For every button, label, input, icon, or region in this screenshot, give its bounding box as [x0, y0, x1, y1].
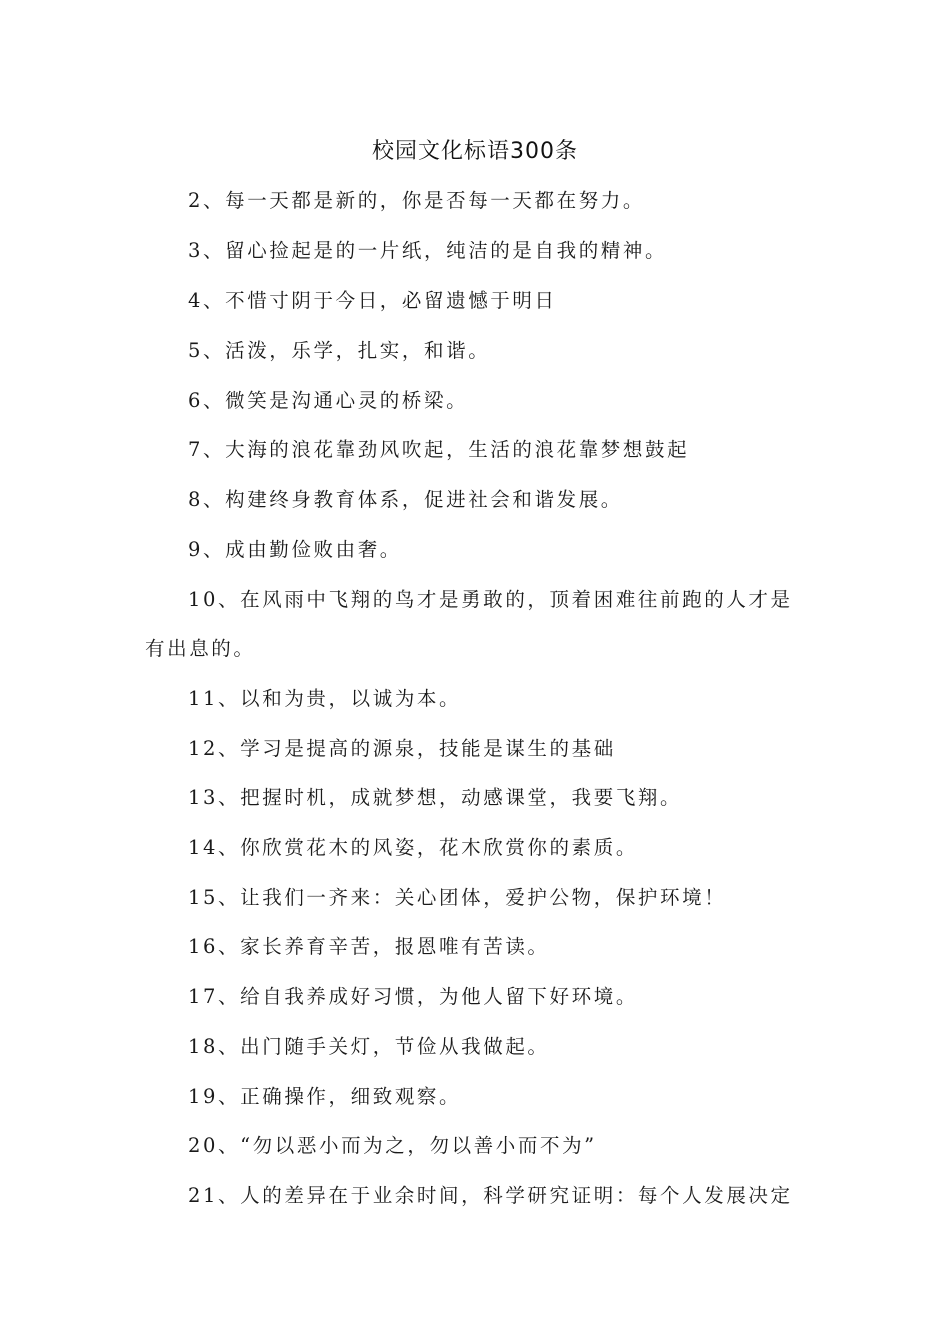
- slogan-line: 16、家长养育辛苦，报恩唯有苦读。: [188, 935, 550, 958]
- slogan-line: 17、给自我养成好习惯，为他人留下好环境。: [188, 985, 638, 1008]
- slogan-line: 7、大海的浪花靠劲风吹起，生活的浪花靠梦想鼓起: [188, 438, 690, 461]
- slogan-line: 11、以和为贵，以诚为本。: [188, 687, 462, 710]
- slogan-line: 13、把握时机，成就梦想，动感课堂，我要飞翔。: [188, 786, 683, 809]
- slogan-line: 4、不惜寸阴于今日，必留遗憾于明日: [188, 289, 557, 312]
- slogan-line: 15、让我们一齐来：关心团体，爱护公物，保护环境！: [188, 886, 727, 909]
- slogan-line: 21、人的差异在于业余时间，科学研究证明：每个人发展决定: [188, 1184, 793, 1207]
- slogan-line: 2、每一天都是新的，你是否每一天都在努力。: [188, 189, 646, 212]
- document-title: 校园文化标语300条: [372, 139, 578, 164]
- slogan-line: 20、“勿以恶小而为之，勿以善小而不为”: [188, 1134, 597, 1157]
- slogan-line: 6、微笑是沟通心灵的桥梁。: [188, 389, 469, 412]
- slogan-line: 9、成由勤俭败由奢。: [188, 538, 402, 561]
- slogan-line-continuation: 有出息的。: [145, 637, 256, 660]
- slogan-line: 18、出门随手关灯，节俭从我做起。: [188, 1035, 550, 1058]
- slogan-line: 12、学习是提高的源泉，技能是谋生的基础: [188, 737, 616, 760]
- slogan-line: 19、正确操作，细致观察。: [188, 1085, 462, 1108]
- slogan-line: 8、构建终身教育体系，促进社会和谐发展。: [188, 488, 623, 511]
- slogan-line: 3、留心捡起是的一片纸，纯洁的是自我的精神。: [188, 239, 668, 262]
- slogan-line: 10、在风雨中飞翔的鸟才是勇敢的，顶着困难往前跑的人才是: [188, 588, 793, 611]
- slogan-line: 5、活泼，乐学，扎实，和谐。: [188, 339, 491, 362]
- slogan-line: 14、你欣赏花木的风姿，花木欣赏你的素质。: [188, 836, 638, 859]
